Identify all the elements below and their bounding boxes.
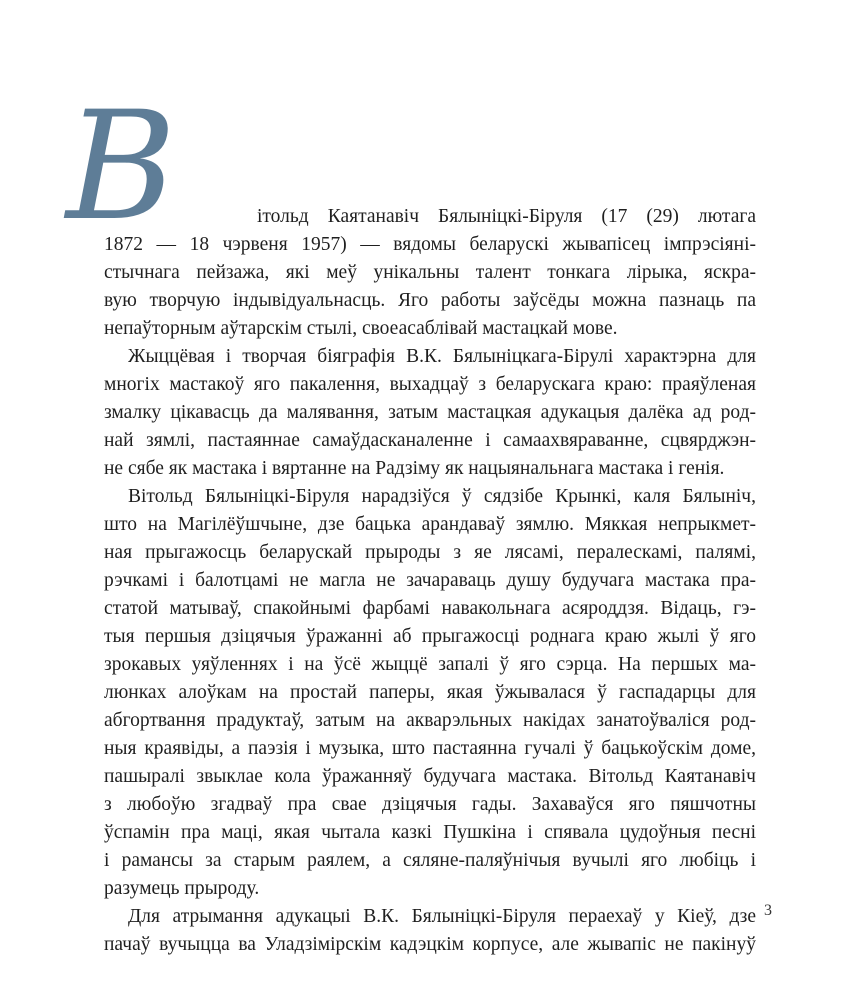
- text-line: Вітольд Бялыніцкі-Біруля нарадзіўся ў сядзібе Крынкі, каля Бялыніч,: [128, 486, 756, 507]
- text-line: люнках алоўкам на простай паперы, якая ўжывалася ў гаспадарцы для: [104, 682, 756, 703]
- text-line: ітольд Каятанавіч Бялыніцкі-Біруля (17 (29) лютага: [257, 206, 756, 227]
- text-line: з любоўю згадваў пра свае дзіцячыя гады. Захаваўся яго пяшчотны: [104, 794, 756, 815]
- text-line: не сябе як мастака і вяртанне на Радзіму як нацыянальнага мастака і генія.: [104, 458, 725, 479]
- text-line: ўспамін пра маці, якая чытала казкі Пушкіна і спявала цудоўныя песні: [104, 822, 756, 843]
- text-line: абгортвання прадуктаў, затым на акварэльных накідах занатоўваліся род-: [104, 710, 756, 731]
- text-line: най зямлі, пастаяннае самаўдасканаленне і самаахвяраванне, сцвярджэн-: [104, 430, 756, 451]
- text-line: ныя краявіды, а паэзія і музыка, што пастаянна гучалі ў бацькоўскім доме,: [104, 738, 756, 759]
- text-line: рэчкамі і балотцамі не магла не зачараваць душу будучага мастака пра-: [104, 570, 756, 591]
- text-line: Для атрымання адукацыі В.К. Бялыніцкі-Біруля пераехаў у Кіеў, дзе: [128, 906, 756, 927]
- text-line: пашыралі звыклае кола ўражанняў будучага мастака. Вітольд Каятанавіч: [104, 766, 756, 787]
- text-line: стычнага пейзажа, які меў унікальны талент тонкага лірыка, яскра-: [104, 262, 756, 283]
- text-line: Жыццёвая і творчая біяграфія В.К. Бялыніцкага-Бірулі характэрна для: [128, 346, 756, 367]
- text-line: вую творчую індывідуальнасць. Яго работы заўсёды можна пазнаць па: [104, 290, 756, 311]
- drop-cap-letter: В: [66, 80, 171, 254]
- text-line: разумець прыроду.: [104, 878, 260, 899]
- text-line: і рамансы за старым раялем, а сяляне-паляўнічыя вучылі яго любіць і: [104, 850, 756, 871]
- text-line: тыя першыя дзіцячыя ўражанні аб прыгажосці роднага краю жылі ў яго: [104, 626, 756, 647]
- text-line: зрокавых уяўленнях і на ўсё жыццё запалі ў яго сэрца. На першых ма-: [104, 654, 756, 675]
- text-line: змалку цікавасць да малявання, затым мастацкая адукацыя далёка ад род-: [104, 402, 756, 423]
- text-line: што на Магілёўшчыне, дзе бацька арандаваў зямлю. Мяккая непрыкмет-: [104, 514, 756, 535]
- text-line: многіх мастакоў яго пакалення, выхадцаў з беларускага краю: праяўленая: [104, 374, 756, 395]
- text-line: 1872 — 18 чэрвеня 1957) — вядомы беларускі жывапісец імпрэсіяні-: [104, 234, 756, 255]
- text-line: статой матываў, спакойнымі фарбамі навакольнага асяроддзя. Відаць, гэ-: [104, 598, 756, 619]
- text-line: непаўторным аўтарскім стылі, своеасаблівай мастацкай мове.: [104, 318, 618, 339]
- text-line: пачаў вучыцца ва Уладзімірскім кадэцкім корпусе, але жывапіс не пакінуў: [104, 934, 756, 955]
- page-number: 3: [764, 902, 772, 919]
- text-line: ная прыгажосць беларускай прыроды з яе лясамі, пералескамі, палямі,: [104, 542, 756, 563]
